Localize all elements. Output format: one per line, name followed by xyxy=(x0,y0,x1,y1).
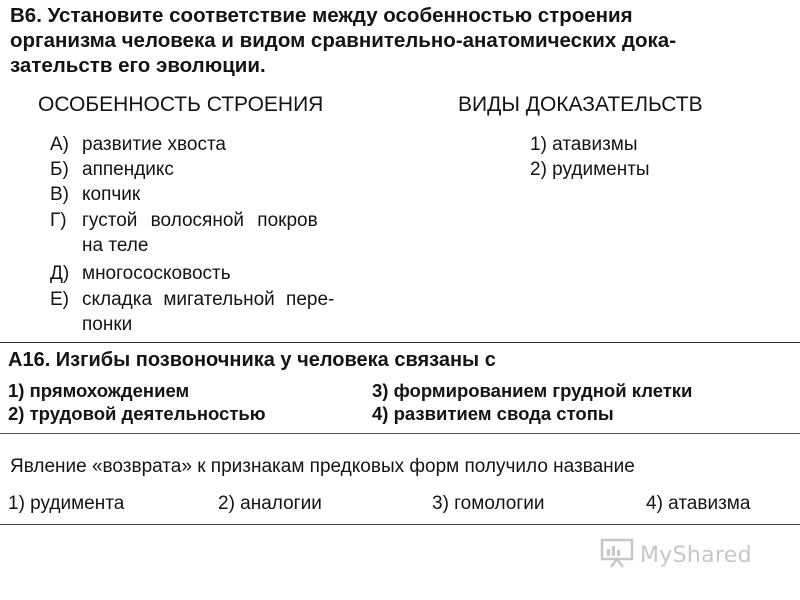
feature-item-b: Б) аппендикс xyxy=(50,159,174,180)
q3-question: Явление «возврата» к признакам предковых форм получило название xyxy=(10,456,635,477)
feature-item-a: А) развитие хвоста xyxy=(50,134,227,155)
proof-item-1: 1) атавизмы xyxy=(530,134,638,155)
a16-question: А16. Изгибы позвоночника у человека связаны с xyxy=(8,349,496,371)
section-divider xyxy=(0,342,800,343)
feature-item-d: Д) многососковость xyxy=(50,263,231,284)
a16-option-2: 2) трудовой деятельностью xyxy=(8,403,266,424)
a16-option-3: 3) формированием грудной клетки xyxy=(372,380,693,401)
b6-line-3: зательств его эволюции. xyxy=(10,54,266,77)
feature-item-g-continued: на теле xyxy=(82,235,149,256)
b6-line-2: организма человека и видом сравнительно-анатомических дока- xyxy=(10,29,677,52)
a16-option-4: 4) развитием свода стопы xyxy=(372,403,614,424)
section-divider xyxy=(0,524,800,525)
proof-item-2: 2) рудименты xyxy=(530,159,650,180)
watermark-logo xyxy=(600,538,752,573)
b6-line-1: B6. Установите соответствие между особенностью строения xyxy=(10,4,633,27)
q3-option-2: 2) аналогии xyxy=(218,493,322,514)
presentation-board-icon xyxy=(600,538,634,573)
watermark-text: MyShared xyxy=(640,543,752,568)
q3-option-4: 4) атавизма xyxy=(646,493,751,514)
section-divider xyxy=(0,433,800,434)
q3-option-3: 3) гомологии xyxy=(432,493,545,514)
feature-item-e: Е) складка мигательной пере- xyxy=(50,289,335,310)
feature-item-e-continued: понки xyxy=(82,314,133,335)
feature-item-g: Г) густой волосяной покров xyxy=(50,210,318,231)
features-column-header: ОСОБЕННОСТЬ СТРОЕНИЯ xyxy=(38,93,324,116)
proofs-column-header: ВИДЫ ДОКАЗАТЕЛЬСТВ xyxy=(458,93,703,116)
q3-option-1: 1) рудимента xyxy=(8,493,125,514)
feature-item-v: В) копчик xyxy=(50,184,141,205)
a16-option-1: 1) прямохождением xyxy=(8,380,190,401)
